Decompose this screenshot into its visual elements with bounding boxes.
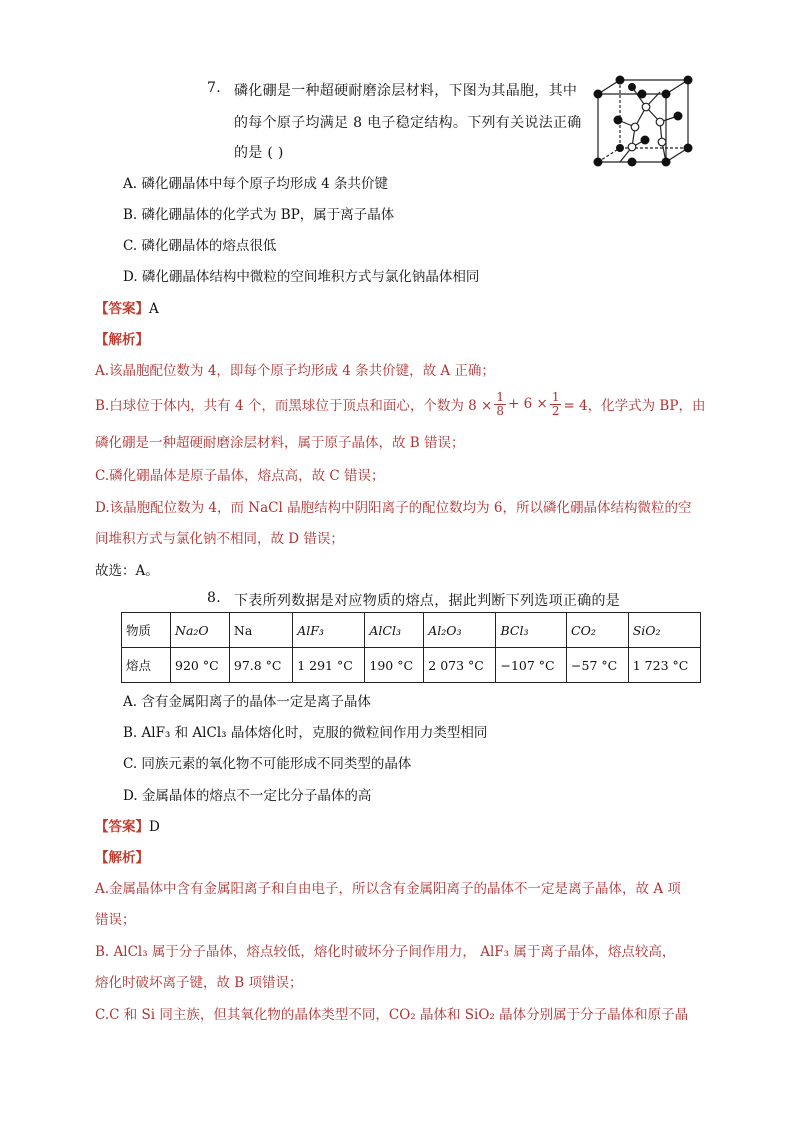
q7-answer: A <box>149 301 159 317</box>
q7-option-b: B. 磷化硼晶体的化学式为 BP，属于离子晶体 <box>123 207 395 223</box>
fraction-numerator: 1 <box>551 389 560 404</box>
q7-analysis-a: A.该晶胞配位数为 4，即每个原子均形成 4 条共价键，故 A 正确； <box>95 363 495 379</box>
crystal-cell-figure <box>590 72 702 174</box>
table-cell: BCl₃ <box>496 613 567 648</box>
fraction-one-half <box>550 391 562 418</box>
q7-analysis-tag-line <box>95 328 149 348</box>
table-cell: 1 291 °C <box>293 648 365 683</box>
q8-answer-line <box>95 815 160 835</box>
table-cell: −57 °C <box>567 648 629 683</box>
table-cell: −107 °C <box>496 648 567 683</box>
q8-analysis-b-line1: B. AlCl₃ 属于分子晶体，熔点较低，熔化时破坏分子间作用力， AlF₃ 属于离子晶体，熔点较高， <box>95 944 676 960</box>
q7-answer-line <box>95 297 159 317</box>
analysis-tag: 【解析】 <box>95 850 149 866</box>
q8-analysis-a-line2: 错误； <box>95 912 136 928</box>
q8-analysis-a-line1: A.金属晶体中含有金属阳离子和自由电子，所以含有金属阳离子的晶体不一定是离子晶体，故 A 项 <box>95 881 681 897</box>
table-cell: 920 °C <box>171 648 230 683</box>
q7-analysis-c: C.磷化硼晶体是原子晶体，熔点高，故 C 错误； <box>95 468 385 484</box>
q7-analysis-b-text-pre: B.白球位于体内，共有 4 个，而黑球位于顶点和面心，个数为 8 × <box>95 398 493 414</box>
table-cell: Al₂O₃ <box>424 613 496 648</box>
fraction-numerator: 1 <box>496 389 505 404</box>
fraction-denominator: 8 <box>496 403 505 418</box>
analysis-tag: 【解析】 <box>95 332 149 348</box>
q7-stem-line1: 磷化硼是一种超硬耐磨涂层材料，下图为其晶胞，其中 <box>234 83 578 99</box>
q7-analysis-b-line2: 磷化硼是一种超硬耐磨涂层材料，属于原子晶体，故 B 错误； <box>95 435 465 451</box>
q8-number: 8. <box>207 590 221 606</box>
q7-analysis-b-text-post: = 4，化学式为 BP，由 <box>563 398 706 414</box>
fraction-one-eighth <box>494 391 506 418</box>
q7-analysis-d-line1: D.该晶胞配位数为 4，而 NaCl 晶胞结构中阴阳离子的配位数均为 6，所以磷化硼晶体结构微粒的空 <box>95 500 692 516</box>
answer-tag: 【答案】 <box>95 819 149 835</box>
q7-option-a: A. 磷化硼晶体中每个原子均形成 4 条共价键 <box>123 176 389 192</box>
table-row-melting-point <box>122 648 701 683</box>
table-cell: 1 723 °C <box>628 648 700 683</box>
q7-analysis-d-line2: 间堆积方式与氯化钠不相同，故 D 错误； <box>95 531 344 547</box>
q7-stem-line3: 的是 ( ) <box>234 145 284 161</box>
q8-option-b: B. AlF₃ 和 AlCl₃ 晶体熔化时，克服的微粒间作用力类型相同 <box>123 725 488 741</box>
table-cell: 物质 <box>122 613 171 648</box>
q8-option-d: D. 金属晶体的熔点不一定比分子晶体的高 <box>123 788 372 804</box>
q7-conclusion: 故选：A。 <box>95 563 159 579</box>
q8-stem: 下表所列数据是对应物质的熔点，据此判断下列选项正确的是 <box>234 593 621 609</box>
q7-option-c: C. 磷化硼晶体的熔点很低 <box>123 238 277 254</box>
q8-answer: D <box>149 819 160 835</box>
q8-analysis-c-line1: C.C 和 Si 同主族，但其氧化物的晶体类型不同，CO₂ 晶体和 SiO₂ 晶体分别属于分子晶体和原子晶 <box>95 1007 689 1023</box>
q7-option-d: D. 磷化硼晶体结构中微粒的空间堆积方式与氯化钠晶体相同 <box>123 269 480 285</box>
table-cell: AlF₃ <box>293 613 365 648</box>
table-cell: Na₂O <box>171 613 230 648</box>
table-cell: 97.8 °C <box>229 648 292 683</box>
q8-analysis-tag-line <box>95 846 149 866</box>
table-cell: AlCl₃ <box>365 613 424 648</box>
table-cell: SiO₂ <box>628 613 700 648</box>
fraction-denominator: 2 <box>551 403 560 418</box>
table-cell: 熔点 <box>122 648 171 683</box>
melting-point-table <box>121 612 701 683</box>
table-row-substance <box>122 613 701 648</box>
q7-stem-line2: 的每个原子均满足 8 电子稳定结构。下列有关说法正确 <box>234 115 582 131</box>
q7-number: 7. <box>207 80 221 96</box>
q8-option-c: C. 同族元素的氧化物不可能形成不同类型的晶体 <box>123 756 412 772</box>
q8-analysis-b-line2: 熔化时破坏离子键，故 B 项错误； <box>95 975 303 991</box>
table-cell: 2 073 °C <box>424 648 496 683</box>
table-cell: CO₂ <box>567 613 629 648</box>
table-cell: Na <box>229 613 292 648</box>
q8-option-a: A. 含有金属阳离子的晶体一定是离子晶体 <box>123 694 371 710</box>
q7-analysis-b-line1 <box>95 387 705 421</box>
q7-analysis-b-text-mid: + 6 × <box>508 396 548 412</box>
answer-tag: 【答案】 <box>95 301 149 317</box>
table-cell: 190 °C <box>365 648 424 683</box>
